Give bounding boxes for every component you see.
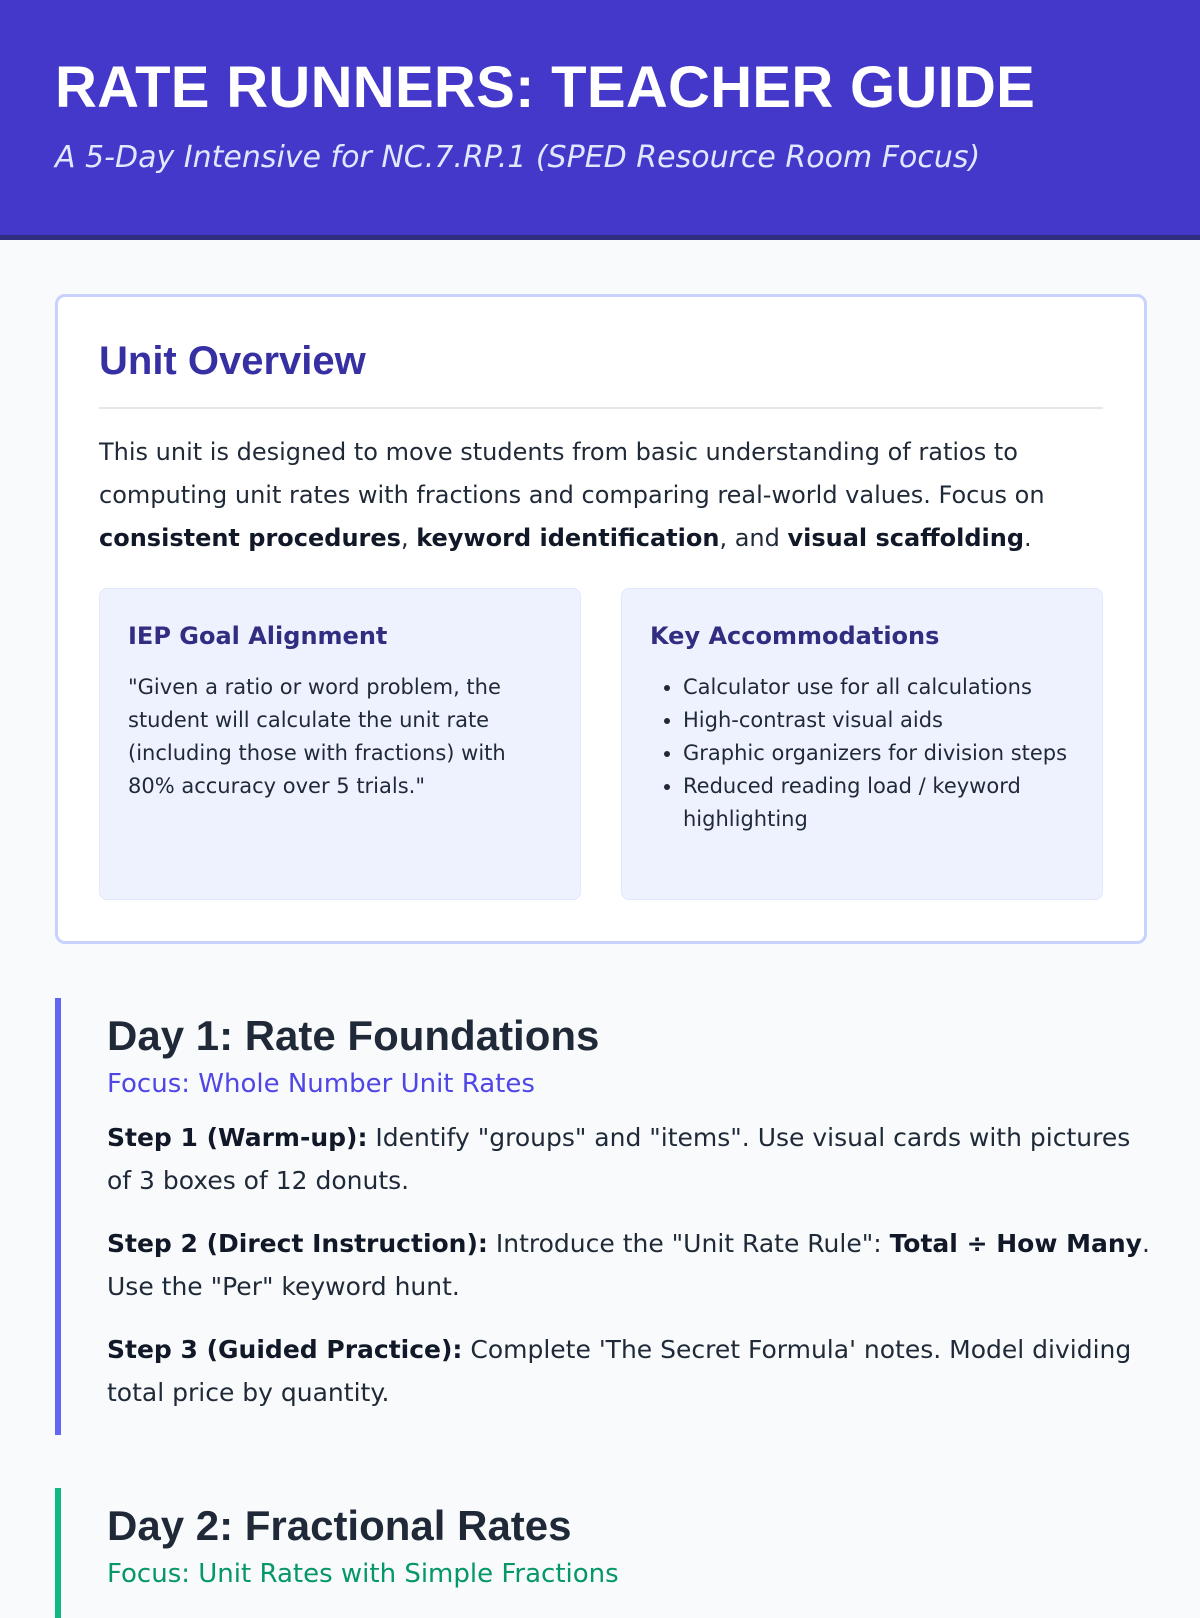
step-label: Step 2 (Direct Instruction): [107, 1229, 488, 1258]
step-text: Introduce the "Unit Rate Rule": [487, 1229, 890, 1258]
iep-goal-heading: IEP Goal Alignment [128, 622, 388, 650]
day-2-title: Day 2: Fractional Rates [107, 1502, 572, 1549]
accommodations-heading: Key Accommodations [650, 622, 940, 650]
list-item: • Reduced reading load / keyword highlighting [683, 770, 1074, 836]
day-1-focus: Focus: Whole Number Unit Rates [107, 1069, 535, 1099]
unit-rate-rule: Total ÷ How Many [889, 1229, 1142, 1258]
list-item: • High-contrast visual aids [683, 704, 1074, 737]
step-text: Complete 'The Secret Formula' notes. Model dividing total price by quantity. [107, 1335, 1132, 1407]
step-label: Step 1 (Warm-up): [107, 1123, 368, 1152]
page-title: RATE RUNNERS: TEACHER GUIDE [55, 55, 1036, 120]
unit-overview-intro [99, 431, 1103, 560]
list-item: • Graphic organizers for division steps [683, 737, 1074, 770]
day-2-section [55, 1488, 1155, 1618]
intro-emphasis-visual: visual scaffolding [787, 524, 1025, 552]
step-text: . Use the "Per" keyword hunt. [107, 1229, 1150, 1301]
accommodations-list [650, 671, 1074, 836]
day-2-focus: Focus: Unit Rates with Simple Fractions [107, 1559, 619, 1589]
unit-overview-card [55, 294, 1147, 944]
unit-overview-heading: Unit Overview [99, 331, 1103, 409]
day-1-step-3 [107, 1328, 1155, 1414]
intro-emphasis-keywords: keyword identification [416, 524, 720, 552]
day-1-step-1 [107, 1116, 1155, 1202]
intro-separator: , [400, 524, 417, 552]
overview-boxes [99, 588, 1103, 900]
step-text: Identify "groups" and "items". Use visual cards with pictures of 3 boxes of 12 donuts. [107, 1123, 1131, 1195]
intro-separator: , and [719, 524, 788, 552]
list-item: • Calculator use for all calculations [683, 671, 1074, 704]
intro-emphasis-procedures: consistent procedures [99, 524, 401, 552]
day-1-step-2 [107, 1222, 1155, 1308]
page-header [0, 0, 1200, 240]
day-1-section [55, 998, 1155, 1435]
page-subtitle: A 5-Day Intensive for NC.7.RP.1 (SPED Resource Room Focus) [55, 140, 981, 175]
accommodations-box [621, 588, 1103, 900]
iep-goal-box [99, 588, 581, 900]
intro-text: This unit is designed to move students from basic understanding of ratios to computing unit rates with fractions and comparing real-world values. Focus on [99, 438, 1045, 509]
step-label: Step 3 (Guided Practice): [107, 1335, 463, 1364]
day-1-title: Day 1: Rate Foundations [107, 1012, 600, 1059]
iep-goal-text: "Given a ratio or word problem, the student will calculate the unit rate (including those with fractions) with 80% accuracy over 5 trials." [128, 675, 506, 798]
intro-end: . [1024, 524, 1032, 552]
